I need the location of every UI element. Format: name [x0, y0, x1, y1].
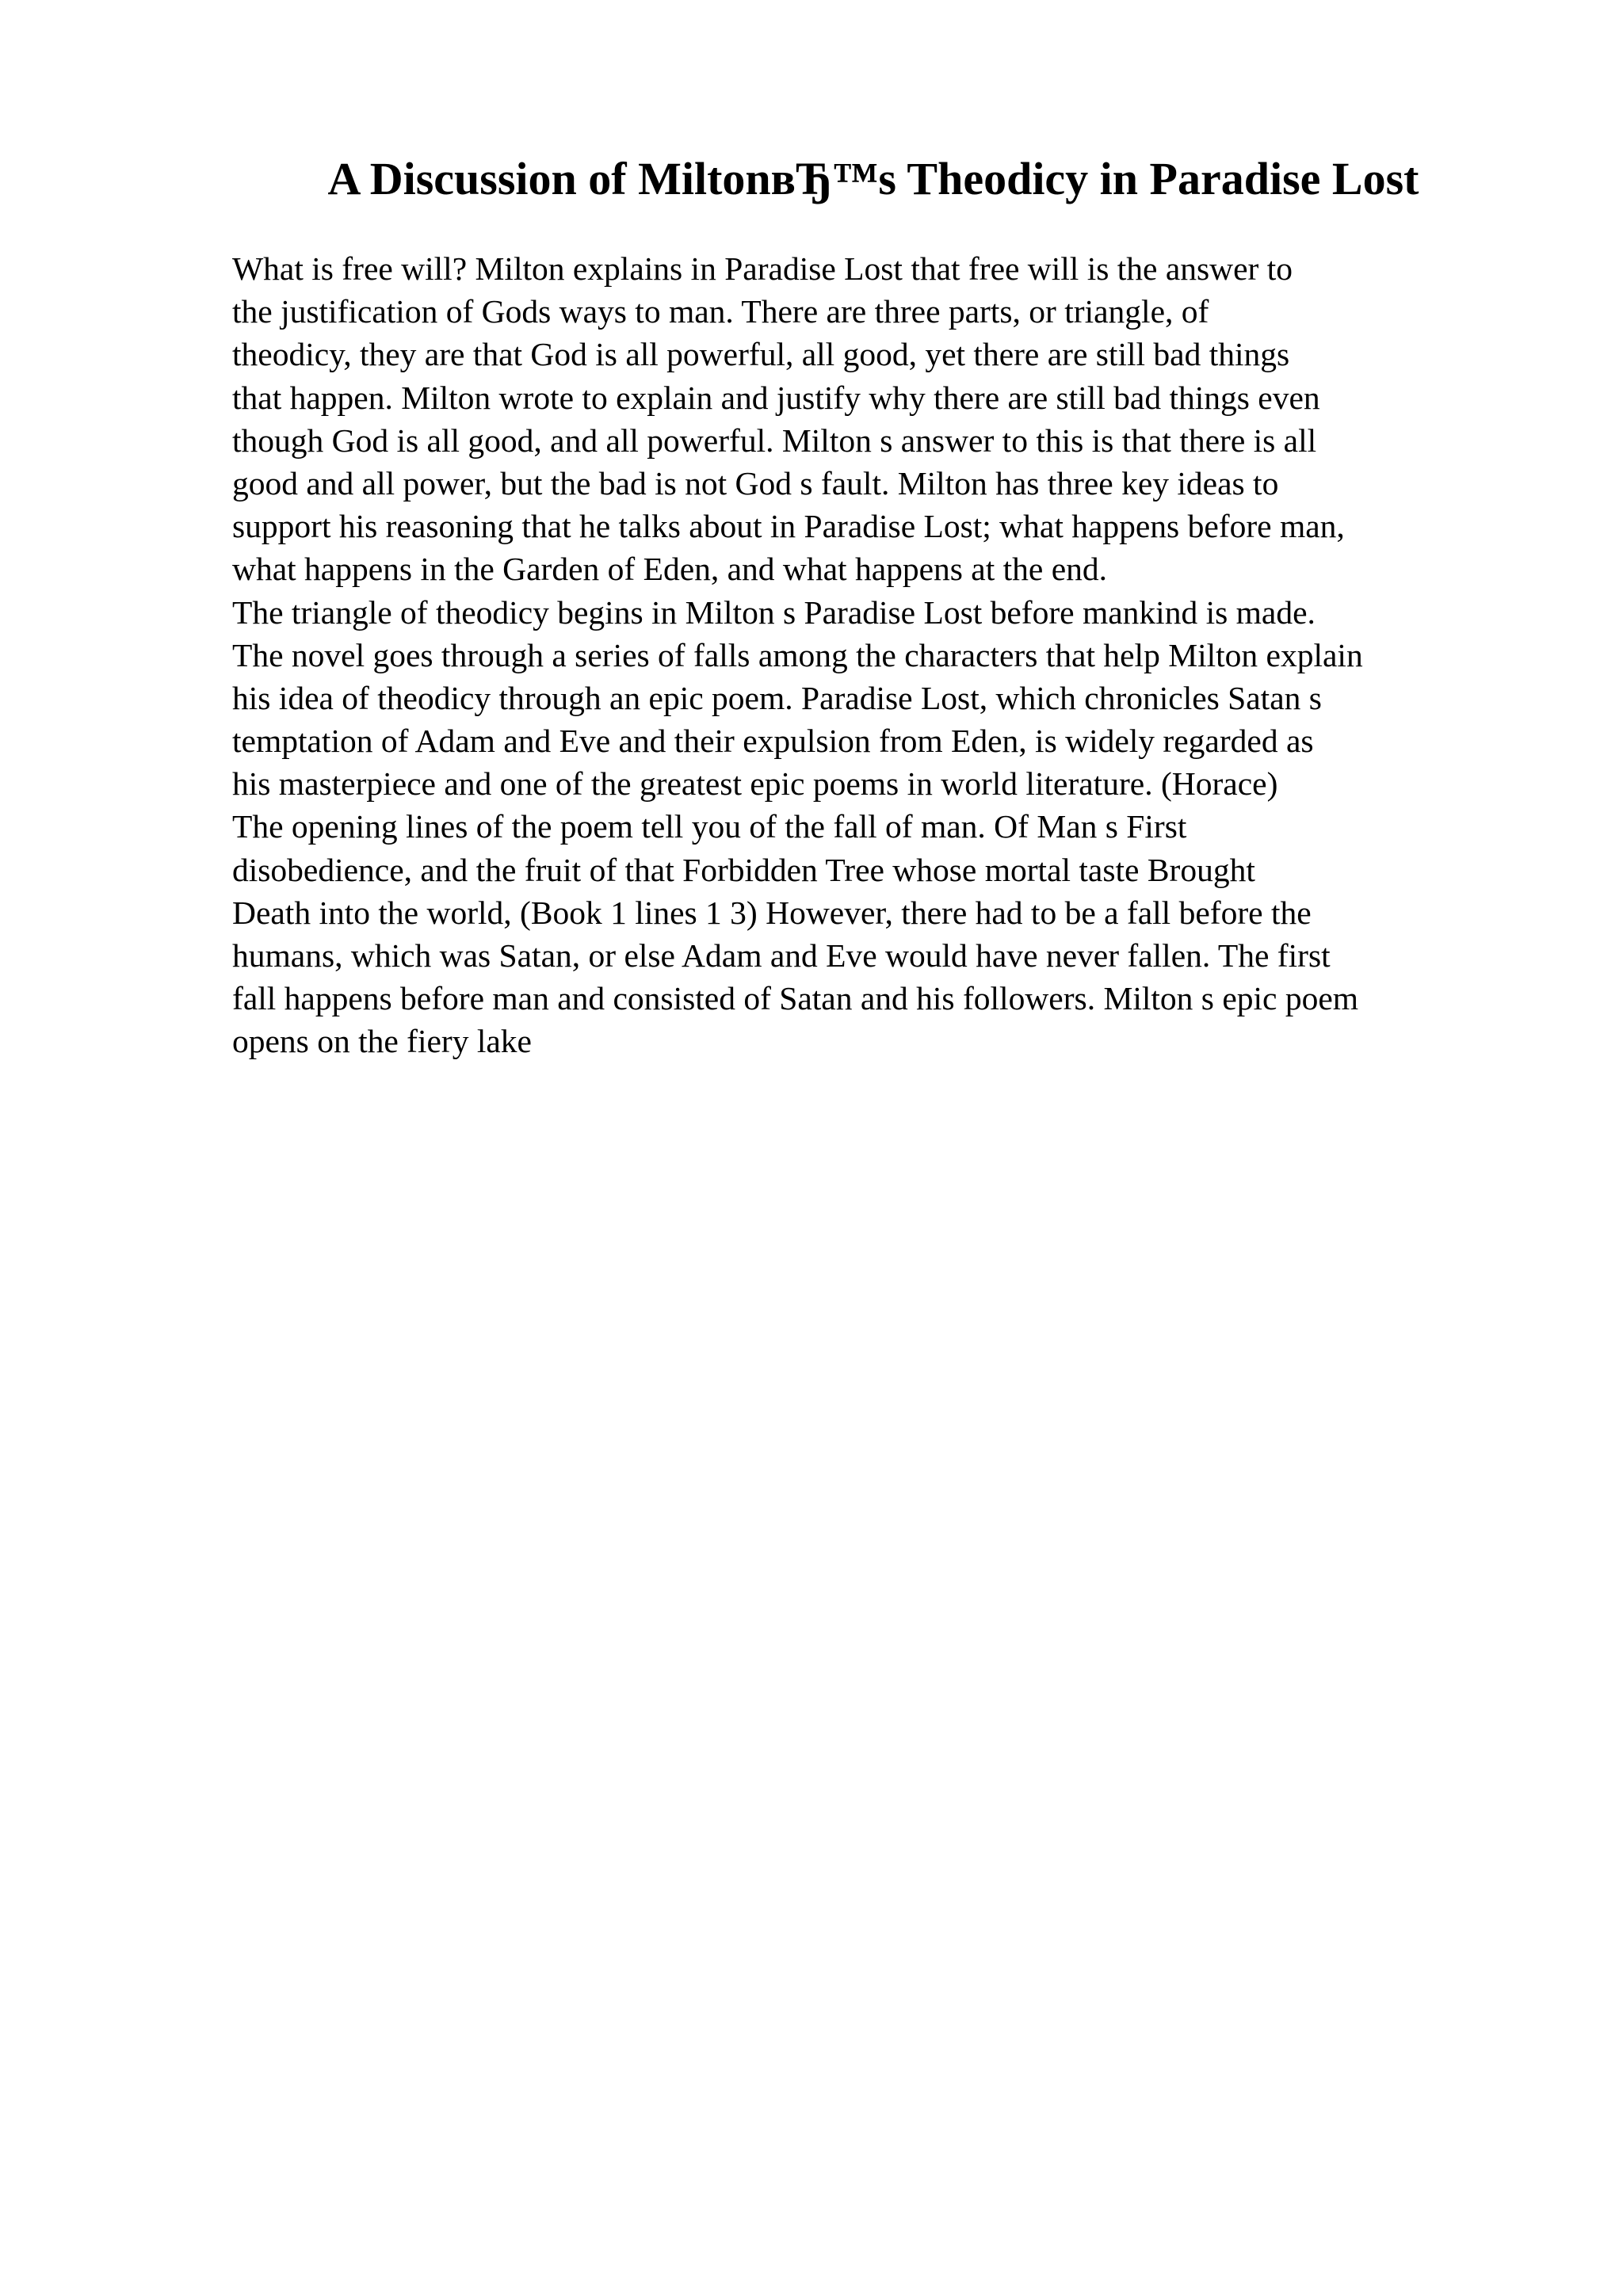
body-line: The triangle of theodicy begins in Milton s Paradise Lost before mankind is made. [232, 593, 1316, 631]
body-line: fall happens before man and consisted of Satan and his followers. Milton s epic poem [232, 980, 1359, 1017]
body-line: theodicy, they are that God is all powerful, all good, yet there are still bad things [232, 336, 1290, 373]
document-body [232, 247, 1516, 1063]
body-line: the justification of Gods ways to man. There are three parts, or triangle, of [232, 293, 1209, 330]
body-line: support his reasoning that he talks about in Paradise Lost; what happens before man, [232, 508, 1345, 545]
body-line: what happens in the Garden of Eden, and what happens at the end. [232, 551, 1108, 588]
body-line: disobedience, and the fruit of that Forbidden Tree whose mortal taste Brought [232, 851, 1255, 888]
body-line: that happen. Milton wrote to explain and justify why there are still bad things even [232, 379, 1320, 416]
body-line: humans, which was Satan, or else Adam and Eve would have never fallen. The first [232, 937, 1331, 974]
body-line: The novel goes through a series of falls among the characters that help Milton explain [232, 636, 1363, 673]
body-line: his idea of theodicy through an epic poem. Paradise Lost, which chronicles Satan s [232, 679, 1322, 716]
body-line: What is free will? Milton explains in Paradise Lost that free will is the answer to [232, 250, 1293, 287]
body-line: opens on the fiery lake [232, 1023, 532, 1060]
document-title: A Discussion of MiltonвЂ™s Theodicy in Paradise Lost [327, 153, 1419, 204]
body-line: good and all power, but the bad is not God s fault. Milton has three key ideas to [232, 464, 1279, 502]
body-line: The opening lines of the poem tell you of the fall of man. Of Man s First [232, 808, 1187, 845]
body-line: though God is all good, and all powerful. Milton s answer to this is that there is all [232, 421, 1317, 459]
body-line: temptation of Adam and Eve and their expulsion from Eden, is widely regarded as [232, 723, 1314, 760]
body-line: Death into the world, (Book 1 lines 1 3) However, there had to be a fall before the [232, 894, 1312, 931]
body-line: his masterpiece and one of the greatest epic poems in world literature. (Horace) [232, 765, 1278, 803]
